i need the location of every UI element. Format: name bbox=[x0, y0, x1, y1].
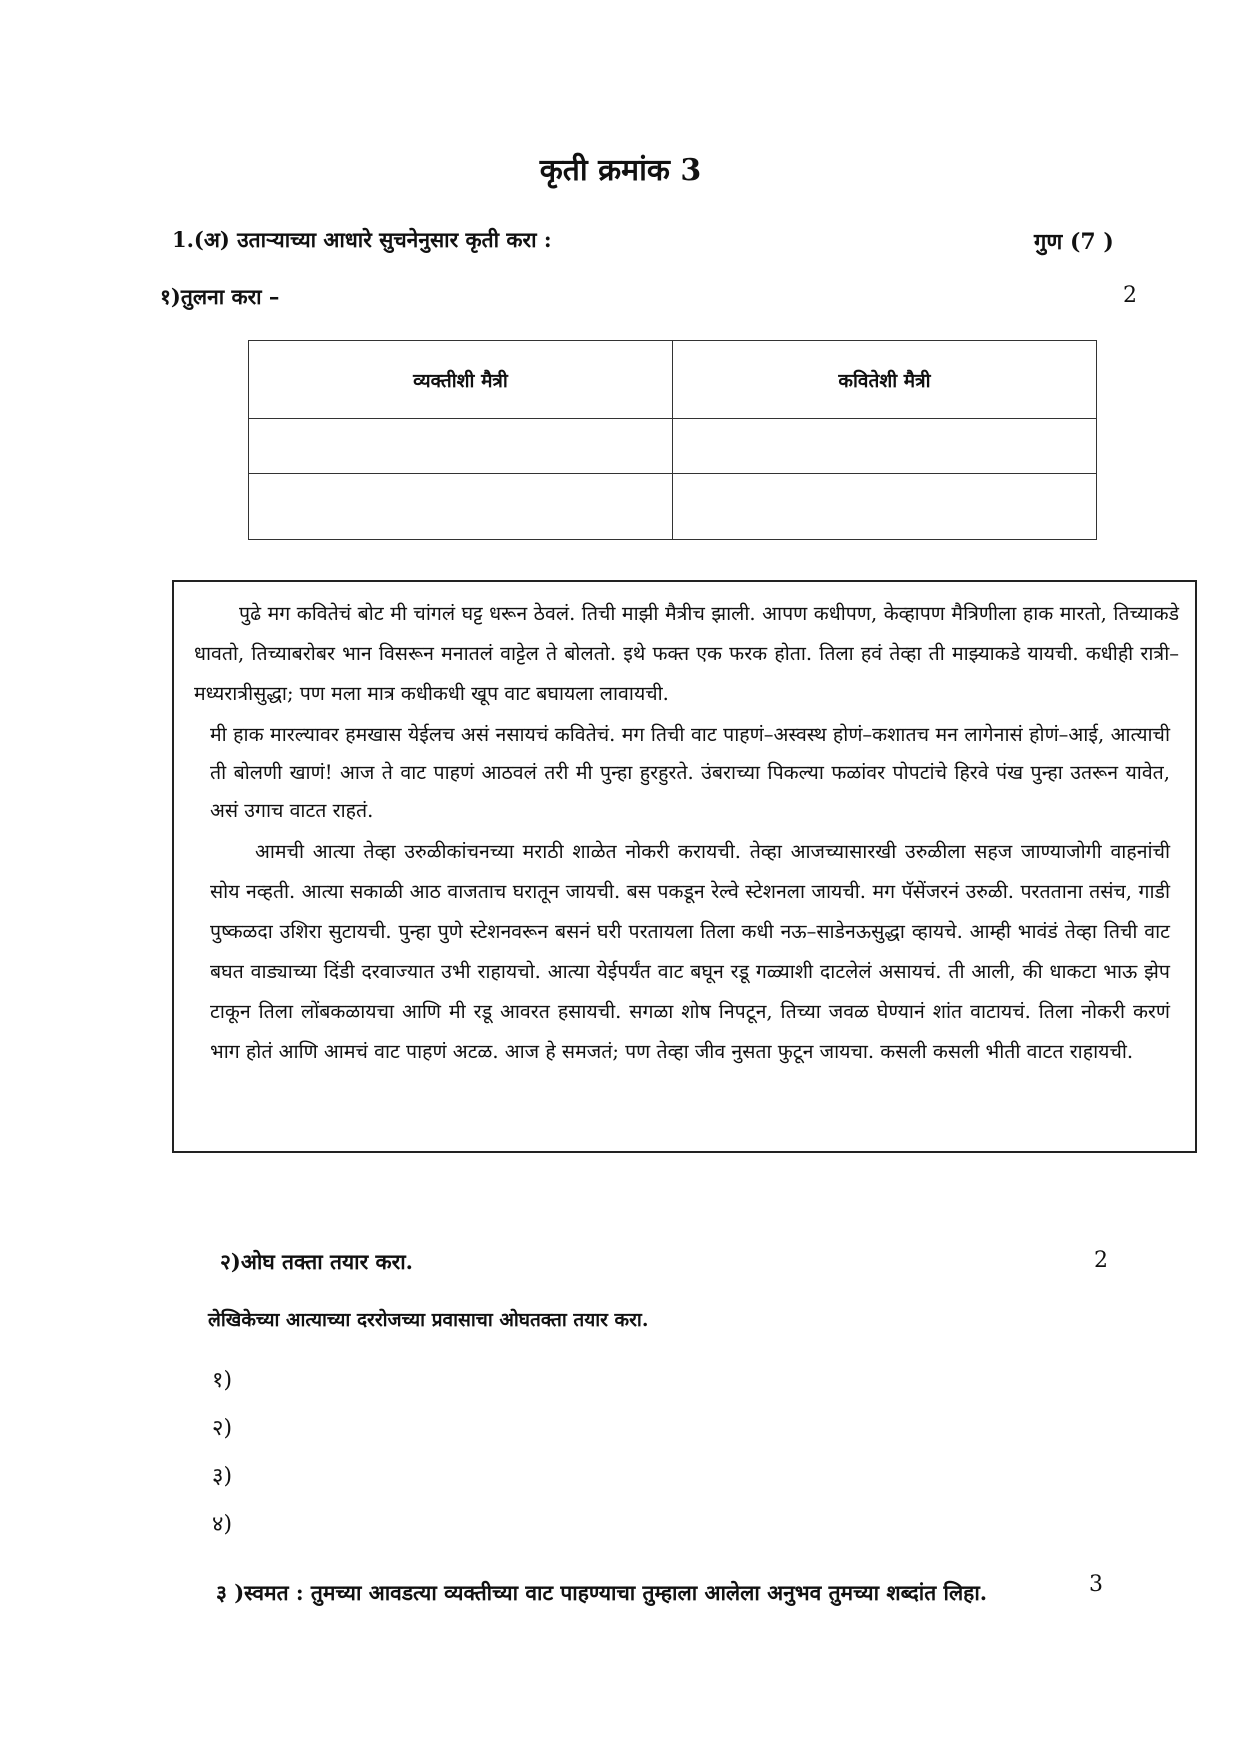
subquestion-1-marks: 2 bbox=[1123, 283, 1137, 308]
question-1-label: 1.(अ) उताऱ्याच्या आधारे सुचनेनुसार कृती करा : bbox=[172, 227, 552, 252]
list-item: ४) bbox=[212, 1512, 233, 1537]
passage-paragraph-3: आमची आत्या तेव्हा उरुळीकांचनच्या मराठी शाळेत नोकरी करायची. तेव्हा आजच्यासारखी उरुळीला सहज जाण्याजोगी वाहनांची सोय नव्हती. आत्या सकाळी आठ वाजताच घरातून जायची. बस पकडून रेल्वे स्टेशनला जायची. मग पॅसेंजरनं उरुळी. परतताना तसंच, गाडी पुष्कळदा उशिरा सुटायची. पुन्हा पुणे स्टेशनवरून बसनं घरी परतायला तिला कधी नऊ–साडेनऊसुद्धा व्हायचे. आम्ही भावंडं तेव्हा तिची वाट बघत वाड्याच्या दिंडी दरवाज्यात उभी राहायचो. आत्या येईपर्यंत वाट बघून रडू गळ्याशी दाटलेलं असायचं. ती आली, की धाकटा भाऊ झेप टाकून तिला लोंबकळायचा आणि मी रडू आवरत हसायची. सगळा शोष निपटून, तिच्या जवळ घेण्यानं शांत वाटायचं. तिला नोकरी करणं भाग होतं आणि आमचं वाट पाहणं अटळ. आज हे समजतं; पण तेव्हा जीव नुसता फुटून जायचा. कसली कसली भीती वाटत राहायची. bbox=[210, 840, 1171, 1063]
flowchart-answer-list bbox=[212, 1357, 232, 1549]
page-title: कृती क्रमांक 3 bbox=[539, 153, 702, 188]
table-header-cell: कवितेशी मैत्री bbox=[673, 341, 1097, 419]
subquestion-2-label: २)ओघ तक्ता तयार करा. bbox=[220, 1249, 413, 1274]
passage-paragraph-1: पुढे मग कवितेचं बोट मी चांगलं घट्ट धरून ठेवलं. तिची माझी मैत्रीच झाली. आपण कधीपण, केव्हापण मैत्रिणीला हाक मारतो, तिच्याकडे धावतो, तिच्याबरोबर भान विसरून मनातलं वाट्टेल ते बोलतो. इथे फक्त एक फरक होता. तिला हवं तेव्हा ती माझ्याकडे यायची. कधीही रात्री–मध्यरात्रीसुद्धा; पण मला मात्र कधीकधी खूप वाट बघायला लावायची. bbox=[194, 602, 1179, 705]
question-1-marks: गुण (7 ) bbox=[1034, 229, 1114, 255]
subquestion-2-marks: 2 bbox=[1094, 1248, 1108, 1273]
passage-box bbox=[172, 580, 1197, 1153]
subquestion-1-label: १)तुलना करा – bbox=[160, 284, 280, 309]
list-item: २) bbox=[212, 1416, 233, 1441]
comparison-table bbox=[248, 340, 1097, 540]
table-cell bbox=[249, 474, 673, 540]
list-item: १) bbox=[212, 1368, 233, 1393]
subquestion-3-label: ३ )स्वमत : तुमच्या आवडत्या व्यक्तीच्या वाट पाहण्याचा तुम्हाला आलेला अनुभव तुमच्या शब्दांत लिहा. bbox=[216, 1580, 988, 1605]
table-cell bbox=[673, 419, 1097, 474]
subquestion-3-marks: 3 bbox=[1089, 1572, 1103, 1597]
subquestion-2-instruction: लेखिकेच्या आत्याच्या दररोजच्या प्रवासाचा ओघतक्ता तयार करा. bbox=[208, 1309, 649, 1331]
list-item: ३) bbox=[212, 1464, 233, 1489]
table-cell bbox=[249, 419, 673, 474]
table-header-cell: व्यक्तीशी मैत्री bbox=[249, 341, 673, 419]
passage-paragraph-2: मी हाक मारल्यावर हमखास येईलच असं नसायचं कवितेचं. मग तिची वाट पाहणं–अस्वस्थ होणं–कशातच मन लागेनासं होणं–आई, आत्याची ती बोलणी खाणं! आज ते वाट पाहणं आठवलं तरी मी पुन्हा हुरहुरते. उंबराच्या पिकल्या फळांवर पोपटांचे हिरवे पंख पुन्हा उतरून यावेत, असं उगाच वाटत राहतं. bbox=[210, 723, 1170, 822]
table-cell bbox=[673, 474, 1097, 540]
